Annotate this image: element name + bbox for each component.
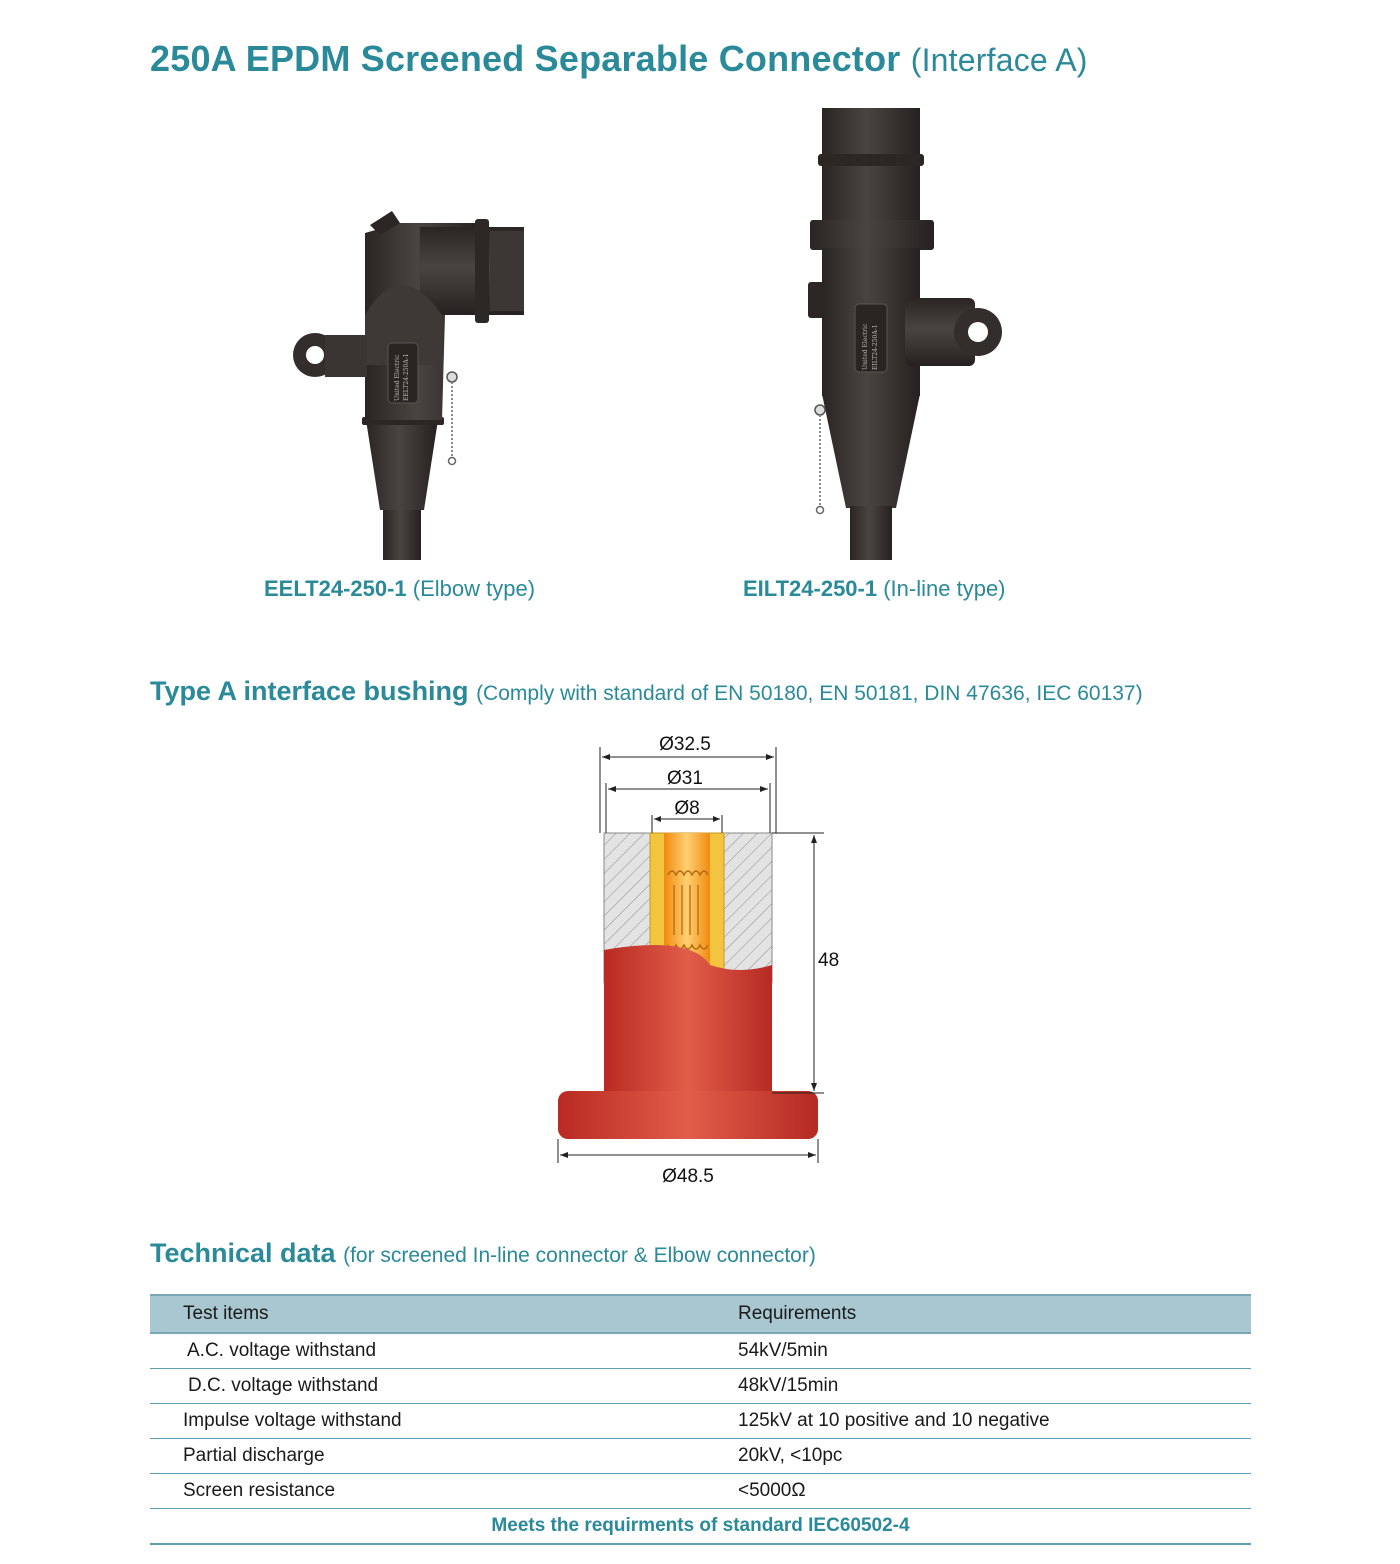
elbow-connector-image [290, 205, 530, 560]
row-requirement: 125kV at 10 positive and 10 negative [738, 1404, 1251, 1439]
technical-note: (for screened In-line connector & Elbow connector) [343, 1244, 816, 1267]
table-row [150, 1333, 1251, 1369]
row-item: D.C. voltage withstand [150, 1369, 738, 1404]
dim-flange: Ø48.5 [662, 1166, 714, 1187]
table-header-row [150, 1295, 1251, 1333]
standard-note: Meets the requirments of standard IEC60502-4 [150, 1509, 1251, 1545]
table-row [150, 1474, 1251, 1509]
column-header-test-items: Test items [150, 1295, 738, 1333]
bushing-heading [150, 676, 1143, 707]
elbow-marking-1: United Electric [394, 354, 401, 401]
bushing-note: (Comply with standard of EN 50180, EN 50181, DIN 47636, IEC 60137) [476, 682, 1143, 705]
row-item: Impulse voltage withstand [150, 1404, 738, 1439]
inline-connector-image [800, 108, 1010, 560]
title-sub: (Interface A) [910, 42, 1088, 78]
technical-title: Technical data [150, 1238, 336, 1268]
inline-caption [743, 576, 1006, 602]
page-title [150, 38, 1088, 80]
elbow-caption [264, 576, 535, 602]
table-row [150, 1439, 1251, 1474]
inline-type: (In-line type) [883, 576, 1006, 601]
column-header-requirements: Requirements [738, 1295, 1251, 1333]
dim-inner-top: Ø31 [667, 768, 703, 789]
title-main: 250A EPDM Screened Separable Connector [150, 38, 901, 79]
technical-table [150, 1294, 1251, 1545]
inline-marking-1: United Electric [862, 323, 869, 370]
row-item: A.C. voltage withstand [150, 1333, 738, 1369]
dim-height: 48 [818, 950, 840, 971]
elbow-model: EELT24-250-1 [264, 576, 407, 601]
table-footer-row [150, 1509, 1251, 1545]
row-requirement: 20kV, <10pc [738, 1439, 1251, 1474]
dim-bore: Ø8 [674, 798, 700, 819]
table-row [150, 1404, 1251, 1439]
technical-heading [150, 1238, 816, 1269]
elbow-type: (Elbow type) [412, 576, 536, 601]
row-item: Screen resistance [150, 1474, 738, 1509]
elbow-marking-2: EELT24-250A-1 [403, 353, 410, 401]
inline-model: EILT24-250-1 [743, 576, 878, 601]
bushing-title: Type A interface bushing [150, 676, 469, 706]
inline-marking-2: EILT24-250A-1 [872, 324, 879, 370]
table-row [150, 1369, 1251, 1404]
row-requirement: <5000Ω [738, 1474, 1251, 1509]
dim-outer-top: Ø32.5 [659, 734, 711, 755]
row-item: Partial discharge [150, 1439, 738, 1474]
bushing-drawing [540, 725, 860, 1195]
row-requirement: 48kV/15min [738, 1369, 1251, 1404]
row-requirement: 54kV/5min [738, 1333, 1251, 1369]
